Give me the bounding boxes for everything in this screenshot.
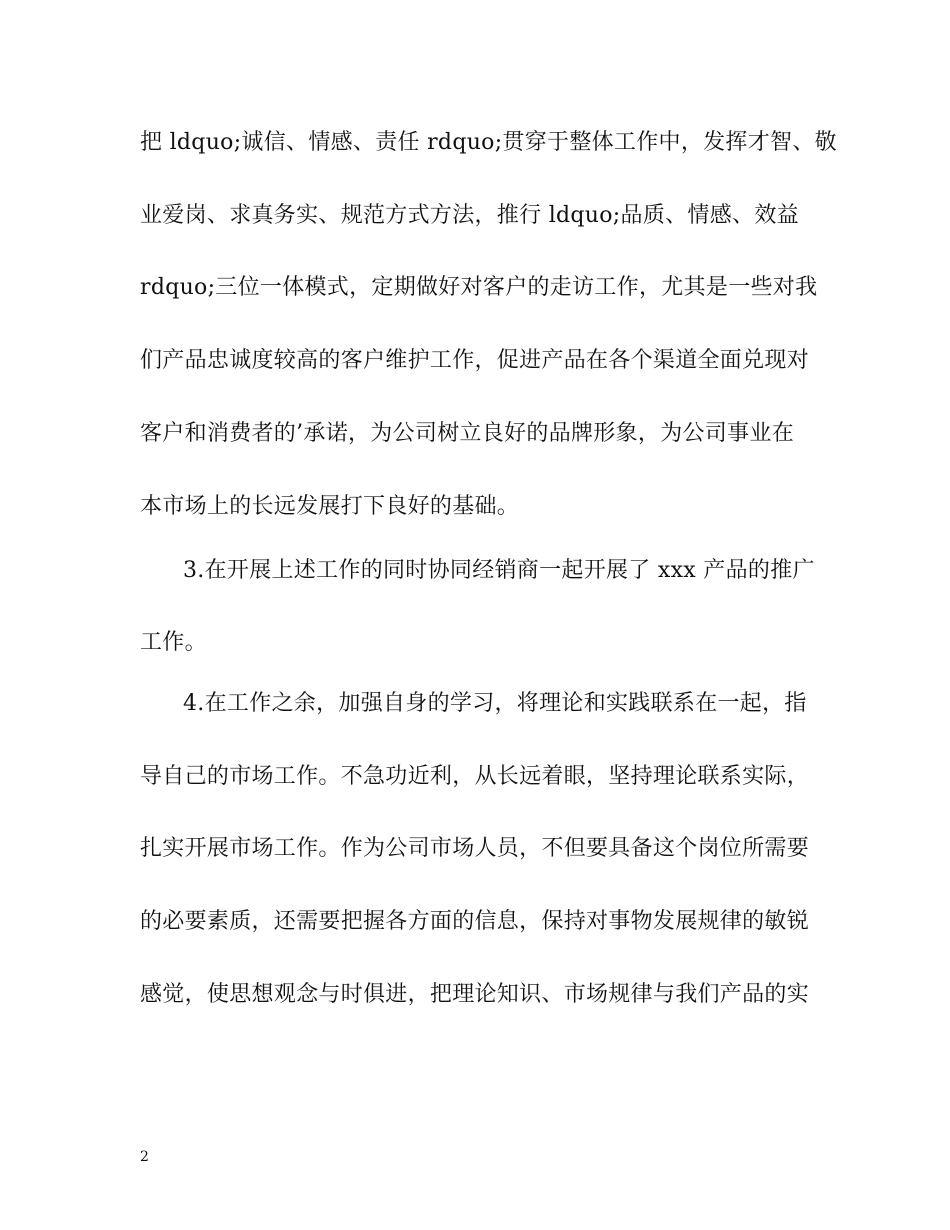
body-text-line: 客户和消费者的’承诺，为公司树立良好的品牌形象，为公司事业在: [140, 421, 794, 446]
body-text-line: 感觉，使思想观念与时俱进，把理论知识、市场规律与我们产品的实: [140, 982, 810, 1007]
body-text-line: 的必要素质，还需要把握各方面的信息，保持对事物发展规律的敏锐: [140, 909, 810, 934]
list-item-3-line: 工作。: [140, 630, 207, 655]
body-text-line: rdquo;三位一体模式，定期做好对客户的走访工作，尤其是一些对我: [140, 275, 818, 300]
body-text-line: 业爱岗、求真务实、规范方式方法，推行 ldquo;品质、情感、效益: [140, 203, 799, 228]
body-text-line: 扎实开展市场工作。作为公司市场人员，不但要具备这个岗位所需要: [140, 836, 810, 861]
body-text-line: 本市场上的长远发展打下良好的基础。: [140, 494, 520, 519]
body-text-line: 们产品忠诚度较高的客户维护工作，促进产品在各个渠道全面兑现对: [140, 348, 810, 373]
body-text-line: 把 ldquo;诚信、情感、责任 rdquo;贯穿于整体工作中，发挥才智、敬: [140, 130, 837, 155]
page-number: 2: [140, 1149, 149, 1165]
list-item-3-line: 3.在开展上述工作的同时协同经销商一起开展了 xxx 产品的推广: [183, 558, 815, 583]
list-item-4-line: 4.在工作之余，加强自身的学习，将理论和实践联系在一起，指: [183, 691, 807, 716]
body-text-line: 导自己的市场工作。不急功近利，从长远着眼，坚持理论联系实际，: [140, 764, 810, 789]
